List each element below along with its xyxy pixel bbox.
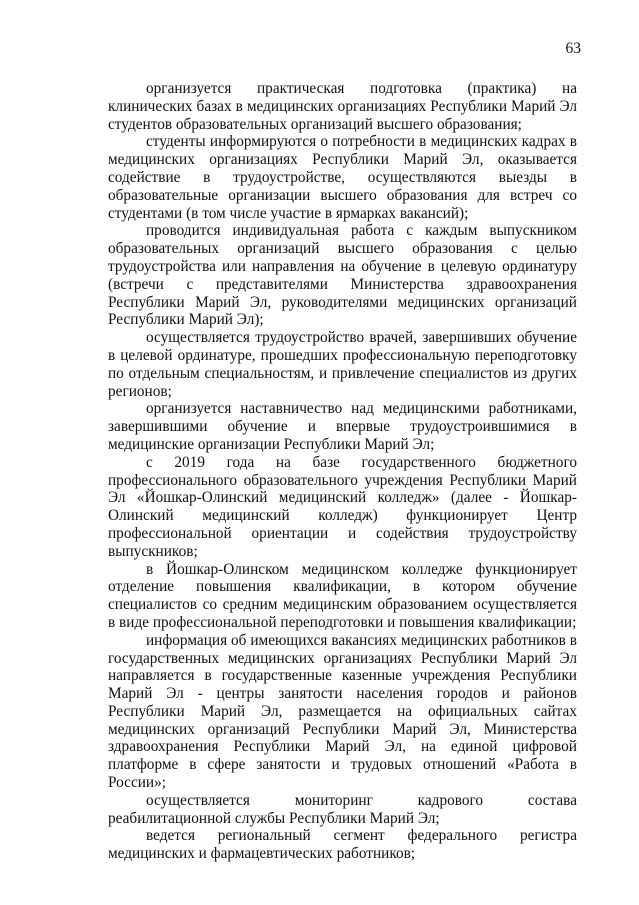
paragraph-mentoring: организуется наставничество над медицинскими работниками, завершившими обучение и впервые трудоустроившимися в медицинские организации Республики Марий Эл; [108, 400, 577, 453]
paragraph-federal-register: ведется региональный сегмент федерального регистра медицинских и фармацевтических работников; [108, 827, 577, 863]
document-body [108, 80, 577, 863]
paragraph-rehabilitation-monitoring: осуществляется мониторинг кадрового состава реабилитационной службы Республики Марий Эл; [108, 791, 577, 827]
paragraph-practical-training: организуется практическая подготовка (практика) на клинических базах в медицинских организациях Республики Марий Эл студентов образовательных организаций высшего образования; [108, 80, 577, 133]
paragraph-qualification-department: в Йошкар-Олинском медицинском колледже функционирует отделение повышения квалификации, в котором обучение специалистов со средним медицинским образованием осуществляется в виде профессиональной переподготовки и повышения квалификации; [108, 560, 577, 631]
paragraph-career-center: с 2019 года на базе государственного бюджетного профессионального образовательного учреждения Республики Марий Эл «Йошкар-Олинский медицинский колледж» (далее - Йошкар-Олинский медицинский колледж) функционирует Центр профессиональной ориентации и содействия трудоустройству выпускников; [108, 453, 577, 560]
paragraph-student-information: студенты информируются о потребности в медицинских кадрах в медицинских организациях Республики Марий Эл, оказывается содействие в трудоустройстве, осуществляются выезды в образовательные организации высшего образования для встреч со студентами (в том числе участие в ярмарках вакансий); [108, 133, 577, 222]
paragraph-employment-of-doctors: осуществляется трудоустройство врачей, завершивших обучение в целевой ординатуре, прошедших профессиональную переподготовку по отдельным специальностям, и привлечение специалистов из других регионов; [108, 329, 577, 400]
page-number: 63 [565, 40, 581, 57]
paragraph-vacancy-information: информация об имеющихся вакансиях медицинских работников в государственных медицинских организациях Республики Марий Эл направляется в государственные казенные учреждения Республики Марий Эл - центры занятости населения городов и районов Республики Марий Эл, размещается на официальных сайтах медицинских организаций Республики Марий Эл, Министерства здравоохранения Республики Марий Эл, на единой цифровой платформе в сфере занятости и трудовых отношений «Работа в России»; [108, 631, 577, 792]
paragraph-individual-work: проводится индивидуальная работа с каждым выпускником образовательных организаций высшего образования с целью трудоустройства или направления на обучение в целевую ординатуру (встречи с представителями Министерства здравоохранения Республики Марий Эл, руководителями медицинских организаций Республики Марий Эл); [108, 222, 577, 329]
